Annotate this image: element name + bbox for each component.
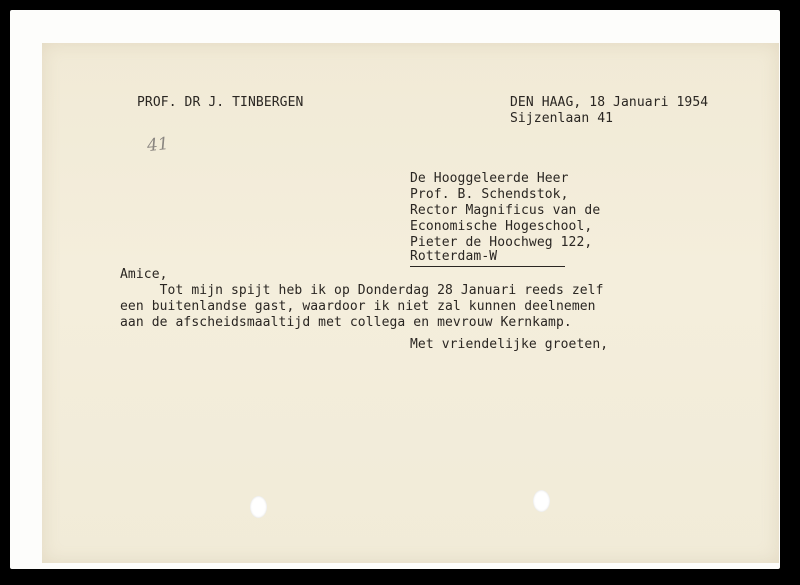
recipient-line: Pieter de Hoochweg 122,: [410, 235, 593, 250]
sender-name: PROF. DR J. TINBERGEN: [137, 95, 304, 110]
recipient-line: Prof. B. Schendstok,: [410, 187, 569, 202]
punch-hole-left: [250, 496, 267, 518]
closing: Met vriendelijke groeten,: [410, 337, 609, 352]
body-line: Tot mijn spijt heb ik op Donderdag 28 Januari reeds zelf: [120, 283, 604, 298]
recipient-city: Rotterdam-W: [410, 249, 565, 267]
recipient-line: De Hooggeleerde Heer: [410, 171, 569, 186]
street-address: Sijzenlaan 41: [510, 111, 614, 126]
punch-hole-right: [533, 490, 550, 512]
handwritten-note: 41: [146, 133, 170, 157]
body-line: aan de afscheidsmaaltijd met collega en mevrouw Kernkamp.: [120, 315, 572, 330]
body-line: een buitenlandse gast, waardoor ik niet zal kunnen deelnemen: [120, 299, 596, 314]
recipient-line: Economische Hogeschool,: [410, 219, 593, 234]
recipient-line: Rector Magnificus van de: [410, 203, 601, 218]
salutation: Amice,: [120, 267, 168, 282]
place-date: DEN HAAG, 18 Januari 1954: [510, 95, 709, 110]
